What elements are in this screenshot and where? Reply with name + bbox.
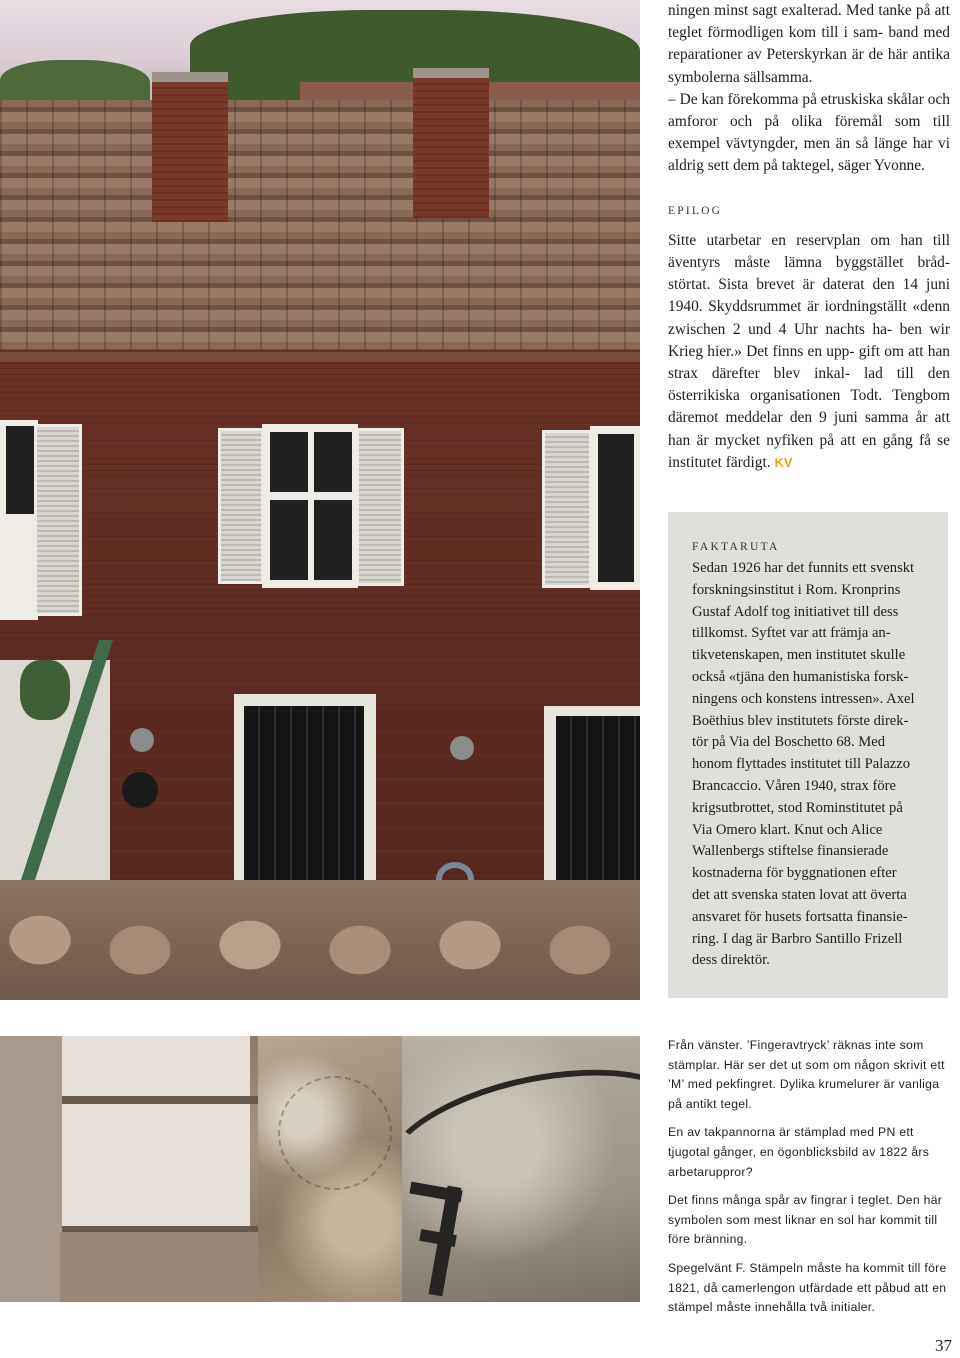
fact-line: ansvaret för husets fortsatta finansie- [692,908,908,925]
caption: Från vänster. ’Fingeravtryck’ räknas inte som stämplar. Här ser det ut som om någon skrivit ett ’M’ med pekfingret. Dylika krumelurer är vanliga på antikt tegel. [668,1038,945,1111]
stone-groove [62,1096,258,1104]
window-pane [270,432,308,492]
fact-line: också «tjäna den humanistiska forsk- [692,668,909,685]
cornice [0,352,640,362]
window-pane [598,434,634,582]
caption: Det finns många spår av fingrar i teglet. Den här symbolen som mest liknar en sol har kommit till före bränning. [668,1193,943,1247]
chimney-right [413,68,489,218]
fact-line: det att svenska staten lovat att överta [692,886,907,903]
page-number: 37 [935,1336,952,1355]
fact-box-heading: FAKTARUTA [692,541,780,553]
text-line: skålar och amforor och på olika föremål [668,90,950,131]
photo-captions [668,1036,954,1327]
fact-box-body [692,558,932,972]
text-line: på att en gång få se institutet färdigt. [668,431,950,471]
text-line: – De kan förekomma på etruskiska [668,90,884,108]
text-line: äventyrs måste lämna byggstället bråd- [668,254,950,272]
intro-paragraph [668,0,950,178]
fact-line: Via Omero klart. Knut och Alice [692,821,883,838]
fact-line: Wallenbergs stiftelse finansierade [692,843,889,860]
window-pane [314,432,352,492]
shutter [542,430,592,588]
text-line: ningen minst sagt exalterad. Med tanke [668,2,912,19]
text-line: på att teglet förmodligen kom till i sam- [668,2,950,42]
text-line: störtat. Sista brevet är daterat den 14 juni [668,276,950,294]
fact-line: ring. I dag är Barbro Santillo Frizell [692,930,903,947]
end-mark: KV [774,454,793,470]
caption: Spegelvänt F. Stämpeln måste ha kommit till före 1821, då camerlengon utfärdade ett påbud att en stämpel måste innehålla två initialer. [668,1260,947,1315]
tiled-roof [0,100,640,350]
photo-mirrored-f-stamp [402,1036,640,1302]
fact-line: Boëthius blev institutets förste direk- [692,712,909,729]
caption: En av takpannorna är stämplad med PN ett tjugotal gånger, en ögonblicksbild av 1822 års arbetaruppror? [668,1125,930,1179]
fact-line: tillkomst. Syftet var att främja an- [692,625,891,642]
window-pane [314,500,352,580]
article-column [668,0,950,474]
shutter [34,424,82,616]
curved-groove [402,1045,640,1239]
text-line: som till exempel vävtyngder, men än så [668,113,950,153]
chimney-left [152,72,228,222]
fact-line: tikvetenskapen, men institutet skulle [692,647,906,664]
window-pane [270,500,308,580]
text-line: säger Yvonne. [838,157,925,175]
wall-lamp [130,728,154,752]
door-center [244,706,364,902]
text-line: ben wir Krieg hier.» Det finns en upp- [668,320,950,360]
fact-line: Brancaccio. Våren 1940, strax före [692,777,896,794]
epilog-paragraph [668,230,950,474]
fact-line: dess direktör. [692,952,770,969]
fact-box [668,512,948,998]
window-pane [6,426,34,514]
foreground-roof-tiles [0,880,640,1000]
epilog-heading: EPILOG [668,204,723,217]
text-line: band med reparationer av Peterskyrkan [668,24,950,64]
sun-symbol [278,1076,392,1190]
shutter [218,428,264,584]
main-photo-building [0,0,640,1000]
shutter [356,428,404,586]
fact-line: Gustaf Adolf tog initiativet till dess [692,603,899,620]
text-line: länge har vi aldrig sett dem på taktegel, [668,135,950,175]
door-right [556,716,640,906]
fact-line: krigsutbrottet, stod Rominstitutet på [692,799,903,816]
wall-lamp [450,736,474,760]
round-vent [122,772,158,808]
photo-sun-symbol [258,1036,402,1302]
text-line: Sitte utarbetar en reservplan om han till [668,231,950,249]
stone-edge [0,1036,62,1302]
stone-lower [60,1232,258,1302]
text-line: «denn zwischen 2 und 4 Uhr nachts ha- [668,298,950,338]
text-line: 1940. Skyddsrummet är iordningställt [668,298,907,316]
fact-line: forskningsinstitut i Rom. Kronprins [692,581,901,598]
fact-line: kostnaderna för byggnationen efter [692,865,897,882]
photo-finger-marks [0,1036,258,1302]
text-line: juni samma år att han är mycket nyfiken [668,409,950,449]
text-line: gift om att han strax därefter blev inkal- [668,342,950,383]
fact-line: ningens och konstens intressen». Axel [692,690,915,707]
fact-line: honom flyttades institutet till Palazzo [692,756,911,773]
fact-line: tör på Via del Boschetto 68. Med [692,734,885,751]
plant [20,660,70,720]
text-line: lad till den österrikiska organisationen [668,365,950,405]
text-line: är de här antika symbolerna sällsamma. [668,46,950,86]
text-line: Todt. Tengbom däremot meddelar den 9 [668,387,951,427]
fact-line: Sedan 1926 har det funnits ett svenskt [692,560,915,576]
